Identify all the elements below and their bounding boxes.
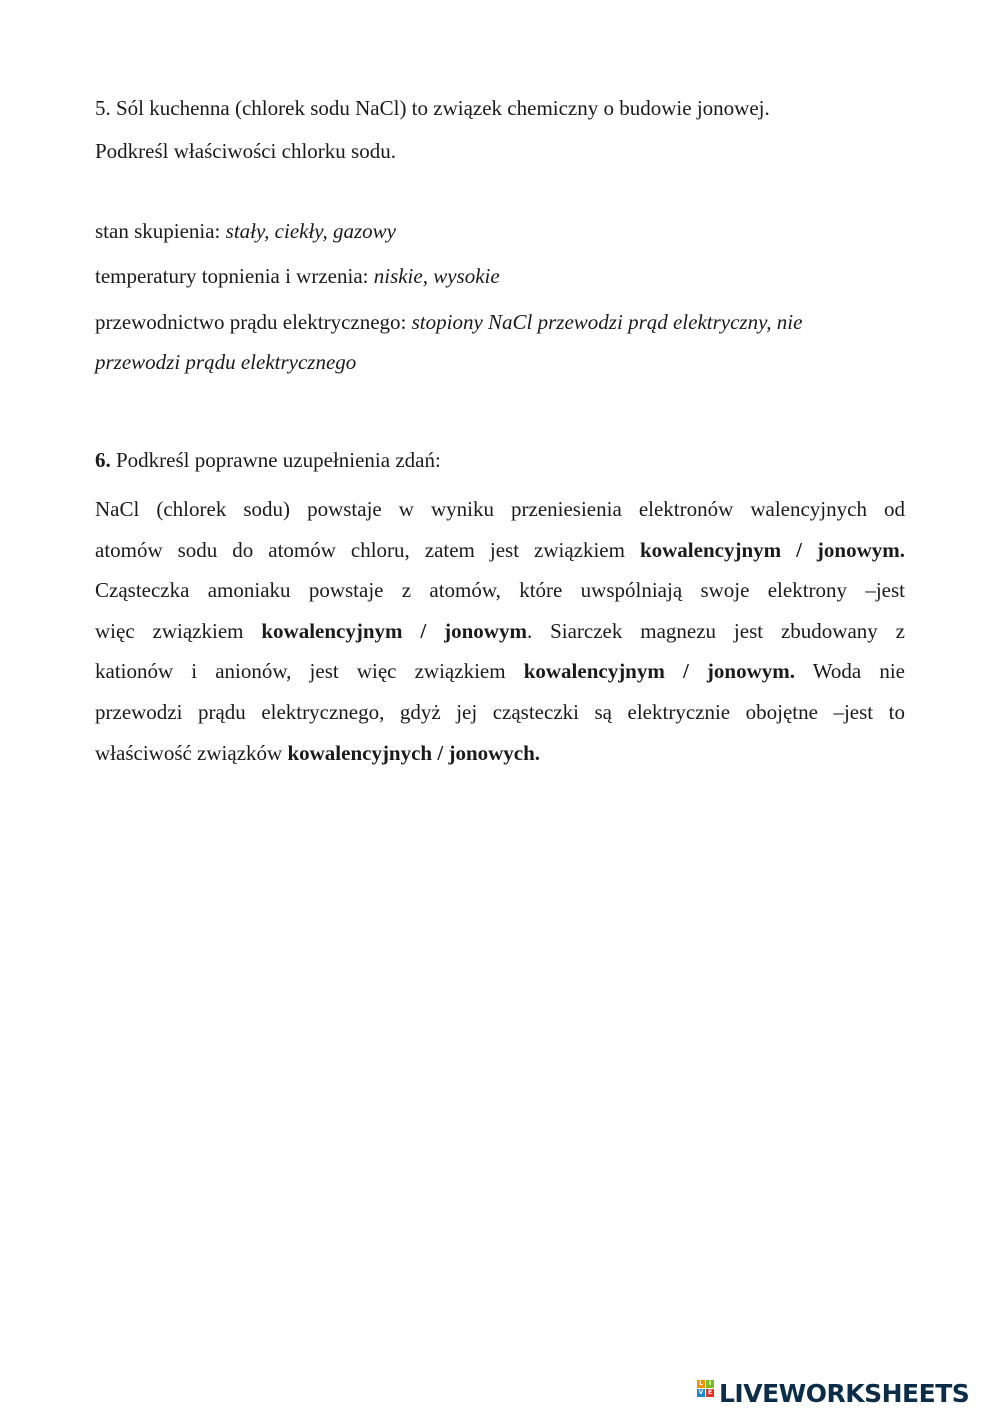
q6-text: właściwość związków (95, 741, 288, 765)
q6-choice[interactable]: kowalencyjnym / jonowym. (639, 538, 905, 562)
q6-line (95, 578, 905, 603)
q5-conductivity-options-1[interactable]: stopiony NaCl przewodzi prąd elektryczny, nie (411, 310, 803, 334)
q6-choice[interactable]: kowalencyjnym / jonowym. (523, 659, 796, 683)
logo-text: LIVEWORKSHEETS (719, 1378, 970, 1408)
q6-text: kationów i anionów, jest więc związkiem (95, 659, 524, 683)
q6-line (95, 741, 905, 766)
q6-line (95, 659, 905, 684)
q6-line (95, 497, 905, 522)
logo-letter-e: E (707, 1389, 713, 1396)
q5-temperature-row (95, 264, 500, 289)
q6-text: przewodzi prądu elektrycznego, gdyż jej cząsteczki są elektrycznie obojętne –jest to (95, 700, 905, 724)
q5-conductivity-label: przewodnictwo prądu elektrycznego: (95, 310, 412, 334)
q5-heading-line-1: 5. Sól kuchenna (chlorek sodu NaCl) to związek chemiczny o budowie jonowej. (95, 96, 770, 120)
q6-text: Woda nie (795, 659, 905, 683)
logo-letter-l: L (697, 1380, 705, 1388)
q6-text: więc związkiem (95, 619, 262, 643)
logo-letter-i: I (706, 1380, 714, 1388)
q6-text: . Siarczek magnezu jest zbudowany z (526, 619, 905, 643)
logo-mark-icon (697, 1380, 715, 1406)
q6-instruction: Podkreśl poprawne uzupełnienia zdań: (110, 448, 441, 472)
q6-line (95, 700, 905, 725)
q6-line (95, 619, 905, 644)
q5-state-options[interactable]: stały, ciekły, gazowy (225, 219, 396, 243)
q6-line (95, 538, 905, 563)
q5-heading-line-2: Podkreśl właściwości chlorku sodu. (95, 139, 396, 163)
q5-state-label: stan skupienia: (95, 219, 226, 243)
q6-choice[interactable]: kowalencyjnych / jonowych. (287, 741, 541, 765)
logo-letter-v: V (698, 1389, 704, 1396)
liveworksheets-logo (697, 1378, 969, 1408)
q6-instruction-row (95, 448, 441, 473)
q5-conductivity-options-2[interactable]: przewodzi prądu elektrycznego (95, 350, 357, 374)
q6-text: NaCl (chlorek sodu) powstaje w wyniku przeniesienia elektronów walencyjnych od (95, 497, 905, 521)
q5-state-row (95, 219, 396, 244)
q6-text: Cząsteczka amoniaku powstaje z atomów, które uwspólniają swoje elektrony –jest (95, 578, 905, 602)
q6-text: atomów sodu do atomów chloru, zatem jest związkiem (95, 538, 640, 562)
q6-choice[interactable]: kowalencyjnym / jonowym (261, 619, 527, 643)
q5-conductivity-row (95, 310, 802, 335)
q6-number: 6. (95, 448, 111, 472)
q5-temperature-label: temperatury topnienia i wrzenia: (95, 264, 374, 288)
q5-temperature-options[interactable]: niskie, wysokie (373, 264, 500, 288)
